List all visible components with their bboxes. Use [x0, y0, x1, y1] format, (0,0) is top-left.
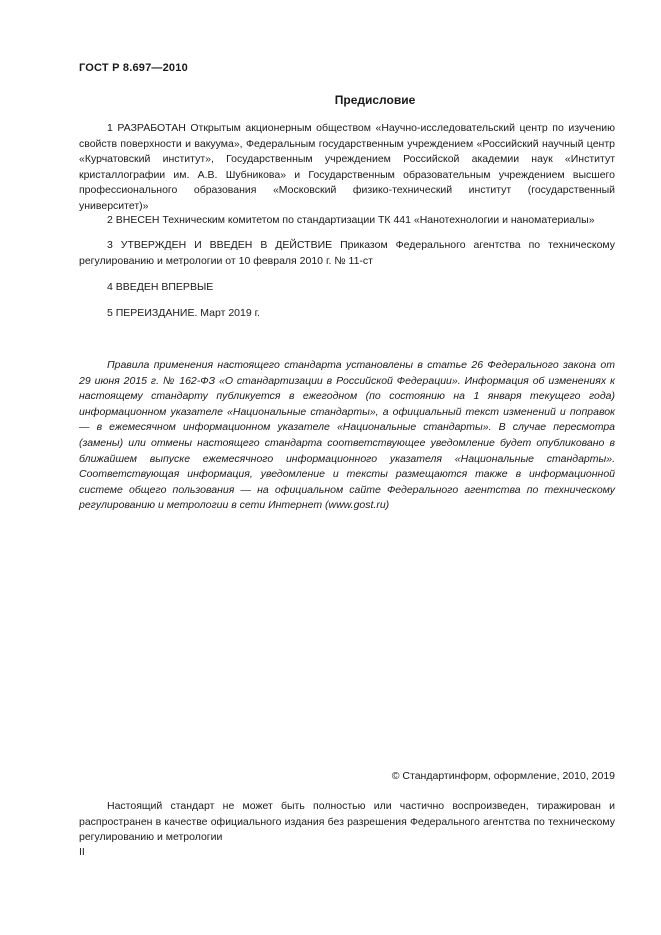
document-header: ГОСТ Р 8.697—2010 [79, 62, 188, 74]
item-approved-text: 3 УТВЕРЖДЕН И ВВЕДЕН В ДЕЙСТВИЕ Приказом Федерального агентства по техническому регулированию и метрологии от 10 февраля 2010 г. № 11-ст [79, 239, 615, 267]
application-notice [79, 358, 615, 514]
item-submitted [79, 213, 615, 229]
item-developed-text: 1 РАЗРАБОТАН Открытым акционерным обществом «Научно-исследовательский центр по изучению свойств поверхности и вакуума», Федеральным государственным учреждением «Российский научный центр «Курчатовский институт», Государственным учреждением Российской академии наук «Институт кристаллографии им. А.В. Шубникова» и Государственным образовательным учреждением высшего профессионального образования «Московский физико-технический институт (государственный университет)» [79, 122, 615, 212]
item-submitted-text: 2 ВНЕСЕН Техническим комитетом по стандартизации ТК 441 «Нанотехнологии и наноматериалы» [107, 214, 595, 226]
item-introduced [79, 280, 615, 296]
item-reissue [79, 306, 615, 322]
item-reissue-text: 5 ПЕРЕИЗДАНИЕ. Март 2019 г. [107, 307, 261, 319]
copyright-line: © Стандартинформ, оформление, 2010, 2019 [391, 770, 615, 782]
item-approved [79, 238, 615, 269]
application-notice-text: Правила применения настоящего стандарта установлены в статье 26 Федерального закона от 29 июня 2015 г. № 162-ФЗ «О стандартизации в Российской Федерации». Информация об изменениях к настоящему стандарту публикуется в ежегодном (по состоянию на 1 января текущего года) информационном указателе «Национальные стандарты», а официальный текст изменений и поправок — в ежемесячном информационном указателе «Национальные стандарты». В случае пересмотра (замены) или отмены настоящего стандарта соответствующее уведомление будет опубликовано в ближайшем выпуске ежемесячного информационного указателя «Национальные стандарты». Соответствующая информация, уведомление и тексты размещаются также в информационной системе общего пользования — на официальном сайте Федерального агентства по техническому регулированию и метрологии в сети Интернет (www.gost.ru) [79, 359, 615, 512]
reproduction-notice [79, 799, 615, 846]
page-number: II [79, 846, 85, 858]
page-title: Предисловие [334, 93, 416, 107]
reproduction-notice-text: Настоящий стандарт не может быть полностью или частично воспроизведен, тиражирован и распространен в качестве официального издания без разрешения Федерального агентства по техническому регулированию и метрологии [79, 800, 615, 844]
item-introduced-text: 4 ВВЕДЕН ВПЕРВЫЕ [107, 281, 214, 293]
item-developed [79, 121, 615, 215]
